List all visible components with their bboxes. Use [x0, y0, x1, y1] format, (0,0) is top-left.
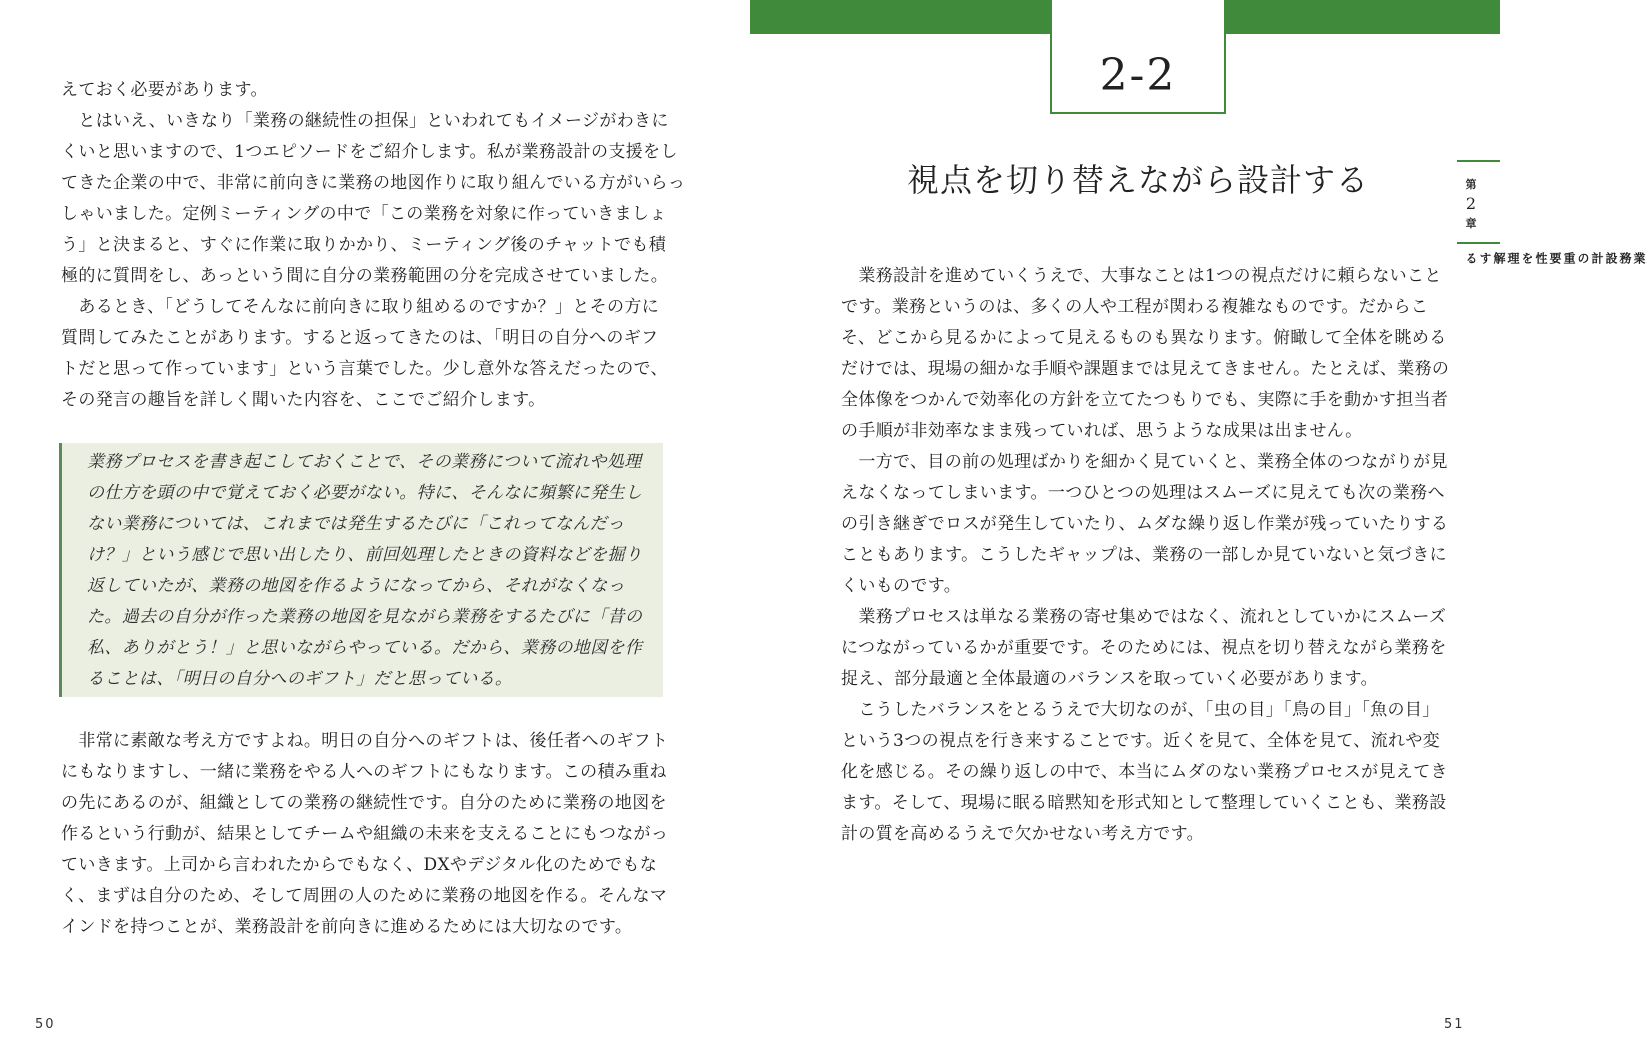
- quote-line: 返していたが、業務の地図を作るようになってから、それがなくなっ: [87, 576, 625, 596]
- quote-line: た。過去の自分が作った業務の地図を見ながら業務をするたびに「昔の: [87, 607, 643, 627]
- body-line: 極的に質問をし、あっという間に自分の業務範囲の分を完成させていました。: [61, 266, 669, 286]
- body-line: にもなりますし、一緒に業務をやる人へのギフトにもなります。この積み重ね: [61, 762, 667, 782]
- left-page: [0, 0, 750, 1064]
- body-line: あるとき、「どうしてそんなに前向きに取り組めるのですか？」とその方に: [61, 297, 660, 317]
- side-tab-bottom-rule: [1457, 242, 1500, 244]
- quote-line: 私、ありがとう！」と思いながらやっている。だから、業務の地図を作: [87, 638, 643, 658]
- body-line: につながっているかが重要です。そのためには、視点を切り替えながら業務を: [841, 638, 1447, 658]
- body-line: そ、どこから見るかによって見えるものも異なります。俯瞰して全体を眺める: [841, 328, 1447, 348]
- body-line: 一方で、目の前の処理ばかりを細かく見ていくと、業務全体のつながりが見: [841, 452, 1448, 472]
- quote-line: 業務プロセスを書き起こしておくことで、その業務について流れや処理: [87, 452, 642, 472]
- chapter-number: 2: [1465, 194, 1477, 213]
- right-page: [750, 0, 1646, 1064]
- chapter-prefix: 第: [1465, 178, 1477, 191]
- quote-line: ることは、「明日の自分へのギフト」だと思っている。: [87, 669, 513, 689]
- body-line: トだと思って作っています」という言葉でした。少し意外な答えだったので、: [61, 359, 668, 379]
- body-line: 業務プロセスは単なる業務の寄せ集めではなく、流れとしていかにスムーズ: [841, 607, 1447, 627]
- body-line: 質問してみたことがあります。すると返ってきたのは、「明日の自分へのギフ: [61, 328, 659, 348]
- body-line: です。業務というのは、多くの人や工程が関わる複雑なものです。だからこ: [841, 297, 1429, 317]
- section-number-box: [1050, 0, 1226, 114]
- body-line: とはいえ、いきなり「業務の継続性の担保」といわれてもイメージがわきに: [61, 111, 669, 131]
- body-line: くいと思いますので、1つエピソードをご紹介します。私が業務設計の支援をし: [61, 142, 678, 162]
- body-line: 作るという行動が、結果としてチームや組織の未来を支えることにもつながっ: [61, 824, 669, 844]
- chapter-suffix: 章: [1465, 217, 1477, 230]
- body-line: う」と決まると、すぐに作業に取りかかり、ミーティング後のチャットでも積: [61, 235, 667, 255]
- body-line: の先にあるのが、組織としての業務の継続性です。自分のために業務の地図を: [61, 793, 667, 813]
- body-line: 化を感じる。その繰り返しの中で、本当にムダのない業務プロセスが見えてき: [841, 762, 1448, 782]
- body-line: その発言の趣旨を詳しく聞いた内容を、ここでご紹介します。: [61, 390, 546, 410]
- body-line: の引き継ぎでロスが発生していたり、ムダな繰り返し作業が残っていたりする: [841, 514, 1449, 534]
- quote-line: け？」という感じで思い出したり、前回処理したときの資料などを掘り: [87, 545, 643, 565]
- body-line: くいものです。: [841, 576, 962, 596]
- quote-box: [59, 443, 663, 697]
- body-line: ます。そして、現場に眠る暗黙知を形式知として整理していくことも、業務設: [841, 793, 1447, 813]
- body-line: く、まずは自分のため、そして周囲の人のために業務の地図を作る。そんなマ: [61, 886, 668, 906]
- body-line: の手順が非効率なまま残っていれば、思うような成果は出ません。: [841, 421, 1363, 441]
- body-line: 捉え、部分最適と全体最適のバランスを取っていく必要があります。: [841, 669, 1378, 689]
- quote-line: の仕方を頭の中で覚えておく必要がない。特に、そんなに頻繁に発生し: [87, 483, 643, 503]
- body-line: ていきます。上司から言われたからでもなく、DXやデジタル化のためでもな: [61, 855, 658, 875]
- chapter-title-vertical: 業務設計の重要性を理解する: [1464, 252, 1646, 266]
- section-title: 視点を切り替えながら設計する: [906, 161, 1369, 199]
- quote-line: ない業務については、これまでは発生するたびに「これってなんだっ: [87, 514, 625, 534]
- body-line: てきた企業の中で、非常に前向きに業務の地図作りに取り組んでいる方がいらっ: [61, 173, 686, 193]
- page-number-right: 51: [1444, 1017, 1465, 1032]
- side-tab-top-rule: [1457, 160, 1500, 162]
- body-line: 業務設計を進めていくうえで、大事なことは1つの視点だけに頼らないこと: [841, 266, 1442, 286]
- body-line: こともあります。こうしたギャップは、業務の一部しか見ていないと気づきに: [841, 545, 1447, 565]
- section-number: 2-2: [1099, 50, 1177, 101]
- body-line: 非常に素敵な考え方ですよね。明日の自分へのギフトは、後任者へのギフト: [61, 731, 669, 751]
- body-line: だけでは、現場の細かな手順や課題までは見えてきません。たとえば、業務の: [841, 359, 1450, 379]
- body-line: 計の質を高めるうえで欠かせない考え方です。: [841, 824, 1204, 844]
- body-line: 全体像をつかんで効率化の方針を立てたつもりでも、実際に手を動かす担当者: [841, 390, 1449, 410]
- body-line: しゃいました。定例ミーティングの中で「この業務を対象に作っていきましょ: [61, 204, 667, 224]
- body-line: えておく必要があります。: [61, 80, 268, 100]
- body-line: という3つの視点を行き来することです。近くを見て、全体を見て、流れや変: [841, 731, 1441, 751]
- body-line: えなくなってしまいます。一つひとつの処理はスムーズに見えても次の業務へ: [841, 483, 1445, 503]
- body-line: インドを持つことが、業務設計を前向きに進めるためには大切なのです。: [61, 917, 633, 937]
- page-number-left: 50: [35, 1017, 56, 1032]
- body-line: こうしたバランスをとるうえで大切なのが、「虫の目」「鳥の目」「魚の目」: [841, 700, 1440, 720]
